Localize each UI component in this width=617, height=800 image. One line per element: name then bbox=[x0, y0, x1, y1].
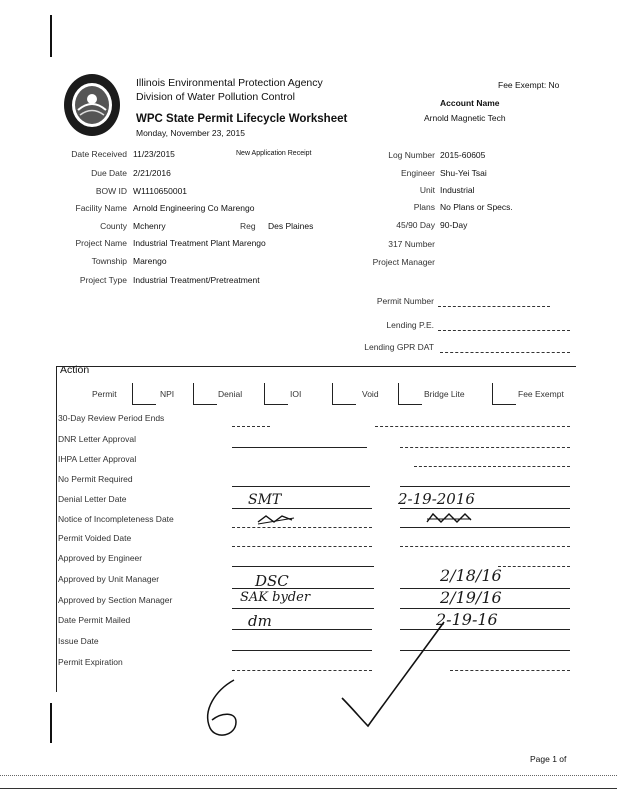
row-incompleteness-left-line[interactable] bbox=[232, 527, 372, 528]
row-label-issue-date: Issue Date bbox=[58, 636, 99, 646]
section-manager-signature: SAK byder bbox=[240, 590, 311, 605]
lending-gpr-dat-line[interactable] bbox=[440, 352, 570, 353]
row-engineer-right-line[interactable] bbox=[498, 566, 570, 567]
action-option-denial: Denial bbox=[218, 389, 243, 399]
row-voided-right-line[interactable] bbox=[400, 546, 570, 547]
row-ihpa-right-line[interactable] bbox=[414, 466, 570, 467]
denial-initials-handwriting: SMT bbox=[248, 492, 282, 508]
row-label-date-permit-mailed: Date Permit Mailed bbox=[58, 615, 131, 625]
row-label-approved-unit-manager: Approved by Unit Manager bbox=[58, 574, 160, 584]
row-label-notice-incompleteness: Notice of Incompleteness Date bbox=[58, 514, 174, 524]
field-label-permit-number: Permit Number bbox=[376, 296, 434, 306]
division-name: Division of Water Pollution Control bbox=[136, 91, 295, 103]
field-value-county: Mchenry bbox=[133, 221, 166, 231]
agency-name: Illinois Environmental Protection Agency bbox=[136, 77, 323, 89]
field-value-unit: Industrial bbox=[440, 185, 475, 195]
mailed-date-handwriting: 2-19-16 bbox=[436, 610, 498, 629]
lending-pe-line[interactable] bbox=[438, 330, 570, 331]
row-label-permit-expiration: Permit Expiration bbox=[58, 657, 123, 667]
strikeout-scribble-right bbox=[425, 510, 473, 528]
field-value-engineer: Shu-Yei Tsai bbox=[440, 168, 487, 178]
new-application-receipt: New Application Receipt bbox=[236, 150, 312, 157]
row-label-permit-voided: Permit Voided Date bbox=[58, 533, 132, 543]
row-no-permit-right-line[interactable] bbox=[400, 486, 570, 487]
row-denial-left-line[interactable] bbox=[232, 508, 372, 509]
field-label-project-manager: Project Manager bbox=[372, 257, 435, 267]
unit-manager-initials-handwriting: DSC bbox=[255, 572, 289, 590]
action-option-fee-exempt: Fee Exempt bbox=[518, 389, 564, 399]
field-value-date-received: 11/23/2015 bbox=[133, 149, 175, 159]
permit-number-line[interactable] bbox=[438, 306, 550, 307]
field-label-county: County bbox=[100, 221, 127, 231]
row-label-denial-letter: Denial Letter Date bbox=[58, 494, 127, 504]
row-30-day-left-line[interactable] bbox=[232, 426, 270, 427]
action-option-bridge-lite: Bridge Lite bbox=[424, 389, 465, 399]
margin-mark-top bbox=[50, 15, 52, 57]
checkbox-permit[interactable] bbox=[132, 383, 156, 405]
field-value-45-90-day: 90-Day bbox=[440, 220, 468, 230]
checkbox-bridge-lite[interactable] bbox=[492, 383, 516, 405]
row-denial-right-line[interactable] bbox=[400, 508, 570, 509]
field-label-due-date: Due Date bbox=[91, 168, 127, 178]
handwritten-checkmark bbox=[338, 618, 448, 730]
action-option-permit: Permit bbox=[92, 389, 117, 399]
handwritten-six-mark bbox=[196, 676, 246, 740]
field-value-log-number: 2015-60605 bbox=[440, 150, 486, 160]
footer-rule bbox=[0, 775, 617, 776]
fee-exempt: Fee Exempt: No bbox=[498, 80, 560, 90]
denial-date-handwriting: 2-19-2016 bbox=[398, 490, 475, 508]
seal-text: ILLINOIS EPA bbox=[62, 140, 75, 142]
row-no-permit-left-line[interactable] bbox=[232, 486, 370, 487]
action-option-void: Void bbox=[362, 389, 379, 399]
row-engineer-left-line[interactable] bbox=[232, 566, 374, 567]
field-value-plans: No Plans or Specs. bbox=[440, 202, 513, 212]
margin-mark-bottom bbox=[50, 703, 52, 743]
row-label-no-permit: No Permit Required bbox=[58, 474, 133, 484]
worksheet-title: WPC State Permit Lifecycle Worksheet bbox=[136, 113, 348, 125]
field-label-project-name: Project Name bbox=[75, 238, 127, 248]
field-label-log-number: Log Number bbox=[388, 150, 435, 160]
row-label-ihpa-letter: IHPA Letter Approval bbox=[58, 454, 137, 464]
unit-manager-date-handwriting: 2/18/16 bbox=[440, 566, 502, 585]
field-label-317-number: 317 Number bbox=[388, 239, 435, 249]
field-label-date-received: Date Received bbox=[71, 149, 127, 159]
row-label-30-day-review: 30-Day Review Period Ends bbox=[58, 413, 165, 423]
action-divider bbox=[56, 366, 576, 367]
action-title: Action bbox=[60, 364, 90, 376]
field-label-plans: Plans bbox=[413, 202, 435, 212]
section-manager-date-handwriting: 2/19/16 bbox=[440, 588, 502, 607]
row-voided-left-line[interactable] bbox=[232, 546, 372, 547]
mailed-initials-handwriting: dm bbox=[248, 612, 272, 630]
field-value-facility-name: Arnold Engineering Co Marengo bbox=[133, 203, 255, 213]
field-value-township: Marengo bbox=[133, 256, 167, 266]
action-option-npi: NPI bbox=[160, 389, 175, 399]
row-dnr-left-line[interactable] bbox=[232, 447, 367, 448]
checkbox-void[interactable] bbox=[398, 383, 422, 405]
checkbox-denial[interactable] bbox=[264, 383, 288, 405]
page-number: Page 1 of bbox=[530, 754, 567, 764]
row-section-mgr-left-line[interactable] bbox=[232, 608, 374, 609]
action-option-ioi: IOI bbox=[290, 389, 302, 399]
footer-rule-bottom bbox=[0, 788, 617, 789]
field-label-45-90-day: 45/90 Day bbox=[396, 220, 435, 230]
row-label-approved-section-manager: Approved by Section Manager bbox=[58, 595, 173, 605]
field-label-engineer: Engineer bbox=[400, 168, 435, 178]
account-name: Arnold Magnetic Tech bbox=[424, 113, 506, 123]
worksheet-date: Monday, November 23, 2015 bbox=[136, 128, 245, 138]
action-left-bar bbox=[56, 366, 57, 692]
row-unit-mgr-left-line[interactable] bbox=[232, 588, 374, 589]
field-value-region: Des Plaines bbox=[268, 221, 314, 231]
strikeout-scribble-left bbox=[256, 512, 296, 528]
field-label-lending-pe: Lending P.E. bbox=[386, 320, 434, 330]
row-section-mgr-right-line[interactable] bbox=[400, 608, 570, 609]
checkbox-npi[interactable] bbox=[193, 383, 217, 405]
field-label-facility-name: Facility Name bbox=[75, 203, 127, 213]
field-label-township: Township bbox=[91, 256, 127, 266]
field-value-bow-id: W1110650001 bbox=[133, 186, 188, 196]
row-dnr-right-line[interactable] bbox=[400, 447, 570, 448]
field-value-project-type: Industrial Treatment/Pretreatment bbox=[133, 275, 260, 285]
field-label-region: Reg bbox=[240, 221, 256, 231]
field-label-project-type: Project Type bbox=[79, 275, 127, 285]
account-name-label: Account Name bbox=[440, 98, 500, 108]
row-label-dnr-letter: DNR Letter Approval bbox=[58, 434, 136, 444]
field-label-lending-gpr-dat: Lending GPR DAT bbox=[364, 342, 434, 352]
checkbox-ioi[interactable] bbox=[332, 383, 356, 405]
field-value-project-name: Industrial Treatment Plant Marengo bbox=[133, 238, 266, 248]
row-label-approved-engineer: Approved by Engineer bbox=[58, 553, 143, 563]
row-expiration-right-line[interactable] bbox=[450, 670, 570, 671]
field-value-due-date: 2/21/2016 bbox=[133, 168, 171, 178]
agency-seal bbox=[62, 72, 122, 138]
row-30-day-right-line[interactable] bbox=[375, 426, 570, 427]
field-label-unit: Unit bbox=[419, 185, 435, 195]
field-label-bow-id: BOW ID bbox=[95, 186, 127, 196]
